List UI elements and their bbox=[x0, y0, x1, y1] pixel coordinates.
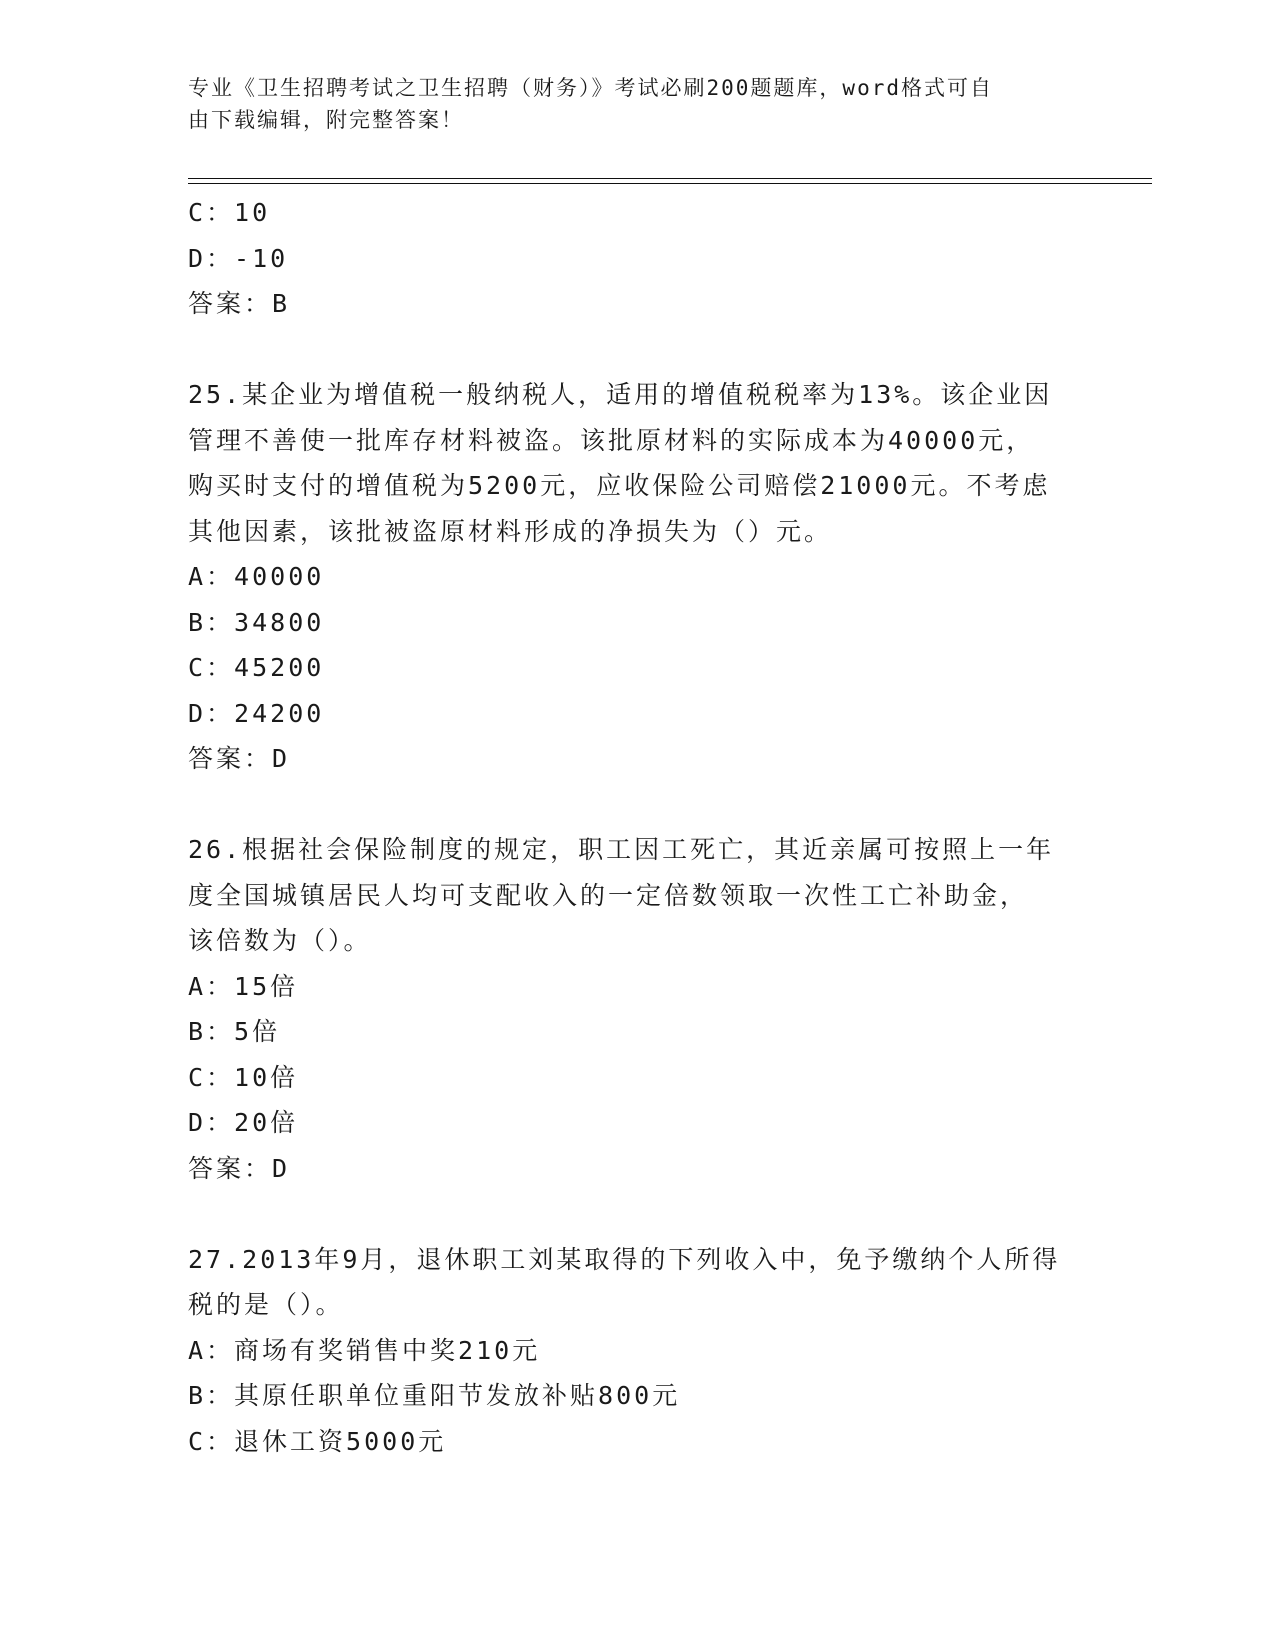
spacer bbox=[188, 1191, 1088, 1237]
question-stem-line: 25.某企业为增值税一般纳税人，适用的增值税税率为13%。该企业因 bbox=[188, 380, 1053, 409]
option-d: D：20倍 bbox=[188, 1108, 299, 1137]
option-b: B：5倍 bbox=[188, 1017, 281, 1046]
option-b: B：34800 bbox=[188, 607, 325, 637]
question-stem-line: 管理不善使一批库存材料被盗。该批原材料的实际成本为40000元， bbox=[188, 425, 1035, 455]
answer-line: 答案：D bbox=[188, 1153, 291, 1183]
question-stem-line: 度全国城镇居民人均可支配收入的一定倍数领取一次性工亡补助金， bbox=[188, 880, 1029, 910]
document-header bbox=[188, 72, 1088, 136]
option-d: D：-10 bbox=[188, 243, 289, 273]
header-line-2: 由下载编辑，附完整答案！ bbox=[188, 108, 464, 132]
question-25 bbox=[188, 372, 1088, 782]
option-c: C：退休工资5000元 bbox=[188, 1426, 447, 1456]
option-c: C：10 bbox=[188, 198, 271, 227]
option-d: D：24200 bbox=[188, 698, 325, 728]
option-a: A：40000 bbox=[188, 562, 325, 591]
question-26 bbox=[188, 827, 1088, 1191]
question-stem-line: 该倍数为（）。 bbox=[188, 926, 372, 955]
question-stem-line: 购买时支付的增值税为5200元，应收保险公司赔偿21000元。不考虑 bbox=[188, 471, 1051, 500]
question-27 bbox=[188, 1237, 1088, 1465]
option-b: B：其原任职单位重阳节发放补贴800元 bbox=[188, 1381, 681, 1410]
header-rule-top bbox=[188, 178, 1152, 179]
answer-line: 答案：B bbox=[188, 289, 291, 318]
question-stem-line: 其他因素，该批被盗原材料形成的净损失为（）元。 bbox=[188, 516, 833, 546]
answer-line: 答案：D bbox=[188, 744, 291, 773]
question-stem-line: 27.2013年9月，退休职工刘某取得的下列收入中，免予缴纳个人所得 bbox=[188, 1244, 1061, 1274]
option-c: C：10倍 bbox=[188, 1062, 299, 1092]
question-stem-line: 26.根据社会保险制度的规定，职工因工死亡，其近亲属可按照上一年 bbox=[188, 835, 1055, 864]
option-c: C：45200 bbox=[188, 653, 325, 682]
spacer bbox=[188, 782, 1088, 828]
header-rule-bottom bbox=[188, 183, 1152, 184]
option-a: A：商场有奖销售中奖210元 bbox=[188, 1335, 541, 1365]
spacer bbox=[188, 327, 1088, 373]
document-body bbox=[188, 190, 1088, 1464]
question-stem-line: 税的是（）。 bbox=[188, 1290, 344, 1319]
option-a: A：15倍 bbox=[188, 971, 299, 1001]
header-line-1: 专业《卫生招聘考试之卫生招聘（财务）》考试必刷200题题库，word格式可自 bbox=[188, 76, 993, 100]
